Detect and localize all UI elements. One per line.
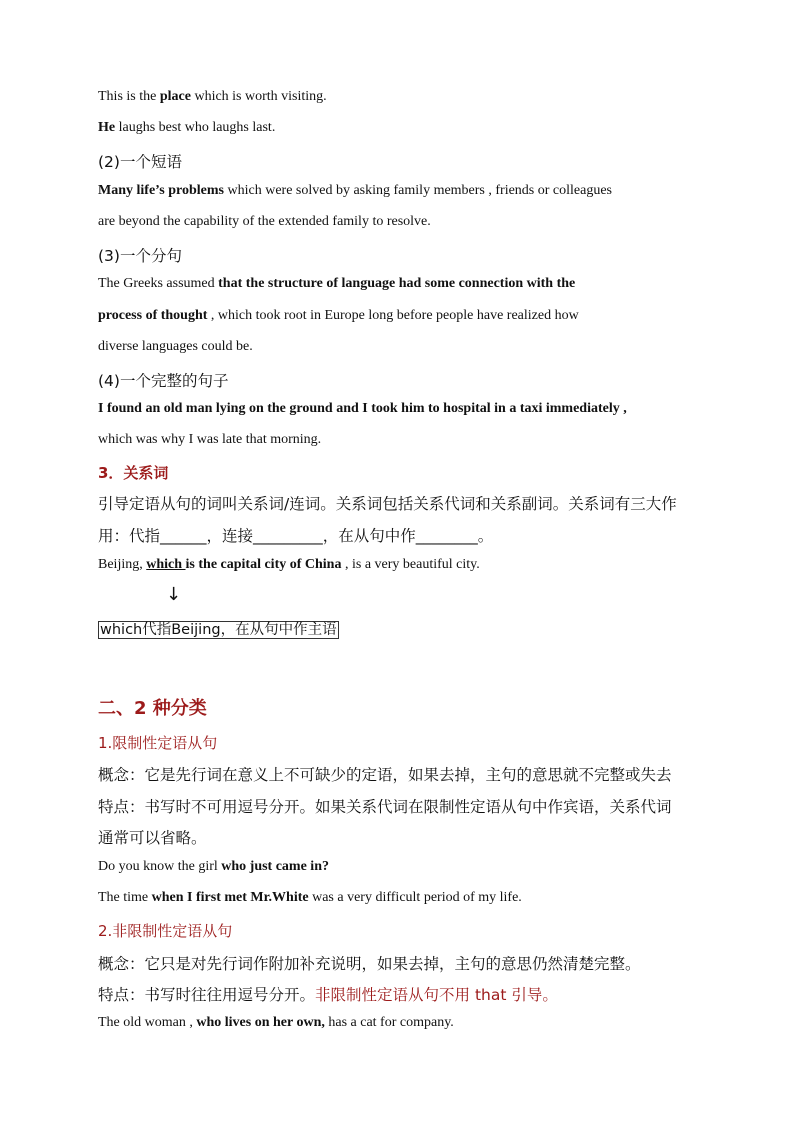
paragraph-relative-words-line2: 用：代指______，连接_________，在从句中作________。 (98, 527, 494, 545)
example-sentence-greeks-line2: process of thought , which took root in Europe long before people have realized how (98, 308, 579, 323)
example-sentence-greeks-line1: The Greeks assumed that the structure of language had some connection with the (98, 276, 576, 291)
down-arrow-icon: ↓ (166, 584, 182, 605)
paragraph-relative-words-line1: 引导定语从句的词叫关系词/连词。关系词包括关系代词和关系副词。关系词有三大作 (98, 495, 677, 513)
example-sentence-place: This is the place which is worth visiting. (98, 89, 327, 104)
subheading-non-restrictive: 2.非限制性定语从句 (98, 922, 233, 940)
example-sentence-mr-white: The time when I first met Mr.White was a very difficult period of my life. (98, 890, 522, 905)
example-sentence-problems-line1: Many life’s problems which were solved by asking family members , friends or colleagues (98, 183, 613, 198)
example-sentence-problems-line2: are beyond the capability of the extended family to resolve. (98, 214, 431, 229)
example-sentence-old-woman: The old woman , who lives on her own, has a cat for company. (98, 1015, 454, 1030)
example-sentence-old-man-line2: which was why I was late that morning. (98, 432, 322, 447)
example-sentence-girl: Do you know the girl who just came in? (98, 859, 329, 874)
non-restrictive-feature: 特点：书写时往往用逗号分开。非限制性定语从句不用 that 引导。 (98, 986, 558, 1004)
boxed-note: which代指Beijing，在从句中作主语 (100, 622, 337, 638)
subheading-clause: (3)一个分句 (98, 247, 182, 265)
example-sentence-greeks-line3: diverse languages could be. (98, 339, 253, 354)
restrictive-feature-line1: 特点：书写时不可用逗号分开。如果关系代词在限制性定语从句中作宾语，关系代词 (98, 798, 672, 816)
subheading-complete-sentence: (4)一个完整的句子 (98, 372, 229, 390)
restrictive-concept: 概念：它是先行词在意义上不可缺少的定语，如果去掉，主句的意思就不完整或失去 (98, 766, 672, 784)
section-heading-two-types: 二、2 种分类 (98, 698, 207, 719)
example-sentence-laughs: He laughs best who laughs last. (98, 120, 276, 135)
non-restrictive-concept: 概念：它只是对先行词作附加补充说明，如果去掉，主句的意思仍然清楚完整。 (98, 955, 641, 973)
section-heading-relative-words: 3．关系词 (98, 464, 169, 482)
subheading-phrase: (2)一个短语 (98, 153, 182, 171)
subheading-restrictive: 1.限制性定语从句 (98, 734, 218, 752)
example-sentence-beijing: Beijing, which is the capital city of China , is a very beautiful city. (98, 557, 480, 572)
example-sentence-old-man-line1: I found an old man lying on the ground and I took him to hospital in a taxi immediately , (98, 401, 627, 416)
restrictive-feature-line2: 通常可以省略。 (98, 829, 207, 847)
